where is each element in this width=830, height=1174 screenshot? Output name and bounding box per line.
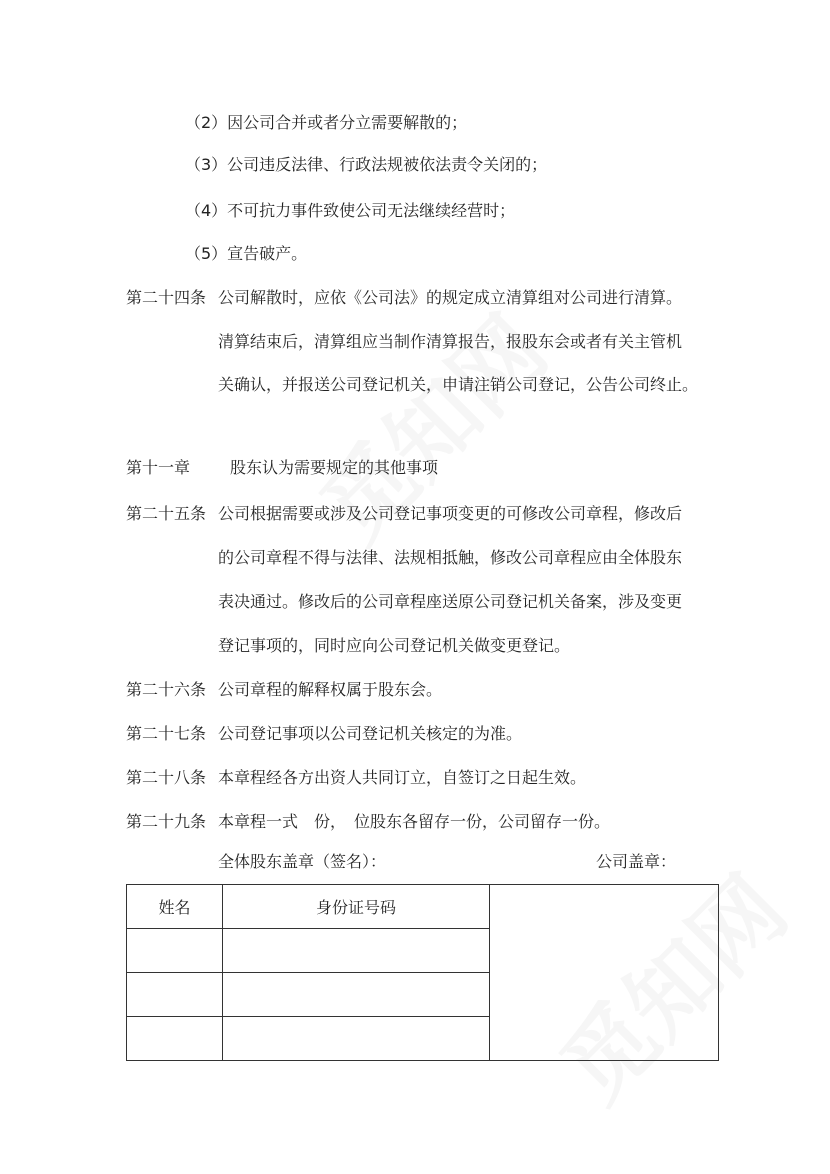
company-seal-label: 公司盖章： [596,852,677,871]
id-cell[interactable] [223,929,490,973]
name-cell[interactable] [127,973,223,1017]
list-item: （4）不可抗力事件致使公司无法继续经营时； [185,201,516,220]
list-item: （3）公司违反法律、行政法规被依法责令关闭的； [185,155,548,174]
header-name: 姓名 [127,885,223,929]
signature-table [126,884,719,1061]
article-text: 公司登记事项以公司登记机关核定的为准。 [218,724,523,743]
list-item: （5）宣告破产。 [185,244,308,263]
name-cell[interactable] [127,1017,223,1061]
article-label: 第二十七条 [126,724,207,743]
list-item: （2）因公司合并或者分立需要解散的； [185,113,468,132]
article-text: 清算结束后，清算组应当制作清算报告，报股东会或者有关主管机 [218,332,683,351]
article-text: 关确认，并报送公司登记机关，申请注销公司登记，公告公司终止。 [218,375,699,394]
article-label: 第二十四条 [126,288,207,307]
article-text: 公司解散时，应依《公司法》的规定成立清算组对公司进行清算。 [218,288,683,307]
shareholder-seal-label: 全体股东盖章（签名）： [218,852,387,871]
article-label: 第二十五条 [126,504,207,523]
article-text: 的公司章程不得与法律、法规相抵触，修改公司章程应由全体股东 [218,548,683,567]
chapter-title: 股东认为需要规定的其他事项 [230,458,439,477]
article-text: 公司章程的解释权属于股东会。 [218,680,443,699]
id-cell[interactable] [223,1017,490,1061]
article-text: 登记事项的，同时应向公司登记机关做变更登记。 [218,636,571,655]
article-label: 第二十九条 [126,812,207,831]
article-text: 本章程一式 份， 位股东各留存一份，公司留存一份。 [218,812,611,831]
chapter-label: 第十一章 [126,458,191,477]
company-seal-area [490,885,719,1061]
article-text: 本章程经各方出资人共同订立，自签订之日起生效。 [218,768,587,787]
article-label: 第二十八条 [126,768,207,787]
name-cell[interactable] [127,929,223,973]
article-text: 表决通过。修改后的公司章程座送原公司登记机关备案，涉及变更 [218,592,683,611]
article-label: 第二十六条 [126,680,207,699]
article-text: 公司根据需要或涉及公司登记事项变更的可修改公司章程，修改后 [218,504,683,523]
header-id-number: 身份证号码 [223,885,490,929]
id-cell[interactable] [223,973,490,1017]
